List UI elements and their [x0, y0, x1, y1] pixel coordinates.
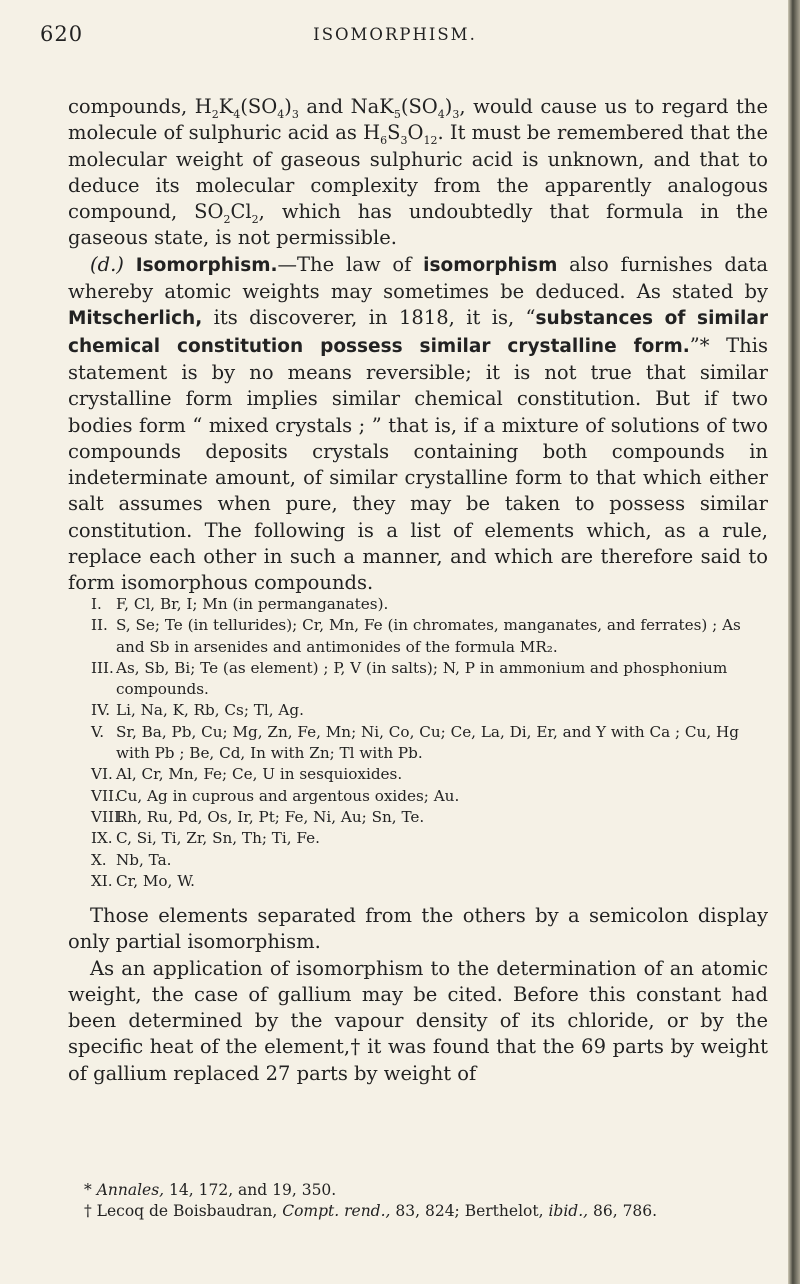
intro-paragraph: compounds, $H_2K_4(SO_4)_3$ and $NaK_5(SO_4)_3$, would cause us to regard the molecule of sulphuric acid as $H_6S_3O_{12}$. It must be remembered that the molecular weight of gaseous sulphuric acid is unknown, and that to deduce its molecular complexity from the apparently analogous compound, $SO_2Cl_2$, which has undoubtedly that formula in the gaseous state, is not permissible.	[68, 95, 769, 250]
list-item: IV. Li, Na, K, Rb, Cs; Tl, Ag.	[91, 701, 304, 720]
running-head: ISOMORPHISM.	[313, 25, 477, 44]
partial-isomorphism-paragraph: Those elements separated from the others by a semicolon display only partial isomorphism.	[68, 904, 768, 954]
closing-text	[68, 903, 768, 1087]
list-item: V. Sr, Ba, Pb, Cu; Mg, Zn, Fe, Mn; Ni, Co, Cu; Ce, La, Di, Er, and Y with Ca ; Cu, Hg with Pb ; Be, Cd, In with Zn; Tl with Pb.	[91, 722, 739, 763]
footnote-2: † Lecoq de Boisbaudran, Compt. rend., 83, 824; Berthelot, ibid., 86, 786.	[84, 1202, 658, 1220]
list-item: I. F, Cl, Br, I; Mn (in permanganates).	[91, 595, 389, 613]
list-item: VI. Al, Cr, Mn, Fe; Ce, U in sesquioxides.	[91, 765, 403, 784]
list-item: II. S, Se; Te (in tellurides); Cr, Mn, Fe (in chromates, manganates, and ferrates) ; As and Sb in arsenides and antimonides of the formula MR₂.	[91, 616, 741, 656]
body-text	[68, 94, 768, 597]
page-number: 620	[40, 22, 84, 46]
list-item: VII.Cu, Ag in cuprous and argentous oxides; Au.	[91, 786, 460, 805]
book-binding-edge	[788, 0, 800, 1284]
section-d-paragraph: (d.) Isomorphism.—The law of isomorphism also furnishes data whereby atomic weights may sometimes be deduced. As stated by Mitscherlich, its discoverer, in 1818, it is, “substances of similar chemical constitution possess similar crystalline form.”* This statement is by no means reversible; it is not true that similar crystalline form implies similar chemical constitution. But if two bodies form “ mixed crystals ; ” that is, if a mixture of solutions of two compounds deposits crystals containing both compounds in indeterminate amount, of similar crystalline form to that which either salt assumes when pure, they may be taken to possess similar constitution. The following is a list of elements which, as a rule, replace each other in such a manner, and which are therefore said to form isomorphous compounds.	[68, 252, 768, 595]
law-statement: substances of similar chemical constitution possess similar crystalline form.	[68, 308, 768, 357]
list-item: III. As, Sb, Bi; Te (as element) ; P, V (in salts); N, P in ammonium and phosphonium compounds.	[91, 658, 728, 699]
footnotes	[68, 1180, 768, 1222]
list-item: XI. Cr, Mo, W.	[91, 871, 195, 890]
isomorphous-elements-list	[68, 594, 768, 892]
list-item: IX. C, Si, Ti, Zr, Sn, Th; Ti, Fe.	[91, 829, 320, 848]
list-item: VIII.Rh, Ru, Pd, Os, Ir, Pt; Fe, Ni, Au; Sn, Te.	[91, 807, 425, 826]
section-heading: Isomorphism.	[135, 254, 278, 276]
page-header	[0, 22, 790, 52]
section-label: (d.)	[90, 252, 124, 276]
footnote-1: * Annales, 14, 172, and 19, 350.	[84, 1181, 337, 1199]
list-item: X. Nb, Ta.	[91, 850, 172, 869]
gallium-paragraph: As an application of isomorphism to the determination of an atomic weight, the case of gallium may be cited. Before this constant had been determined by the vapour density of its chloride, or by the specific heat of the element,† it was found that the 69 parts by weight of gallium replaced 27 parts by weight of	[68, 956, 768, 1085]
